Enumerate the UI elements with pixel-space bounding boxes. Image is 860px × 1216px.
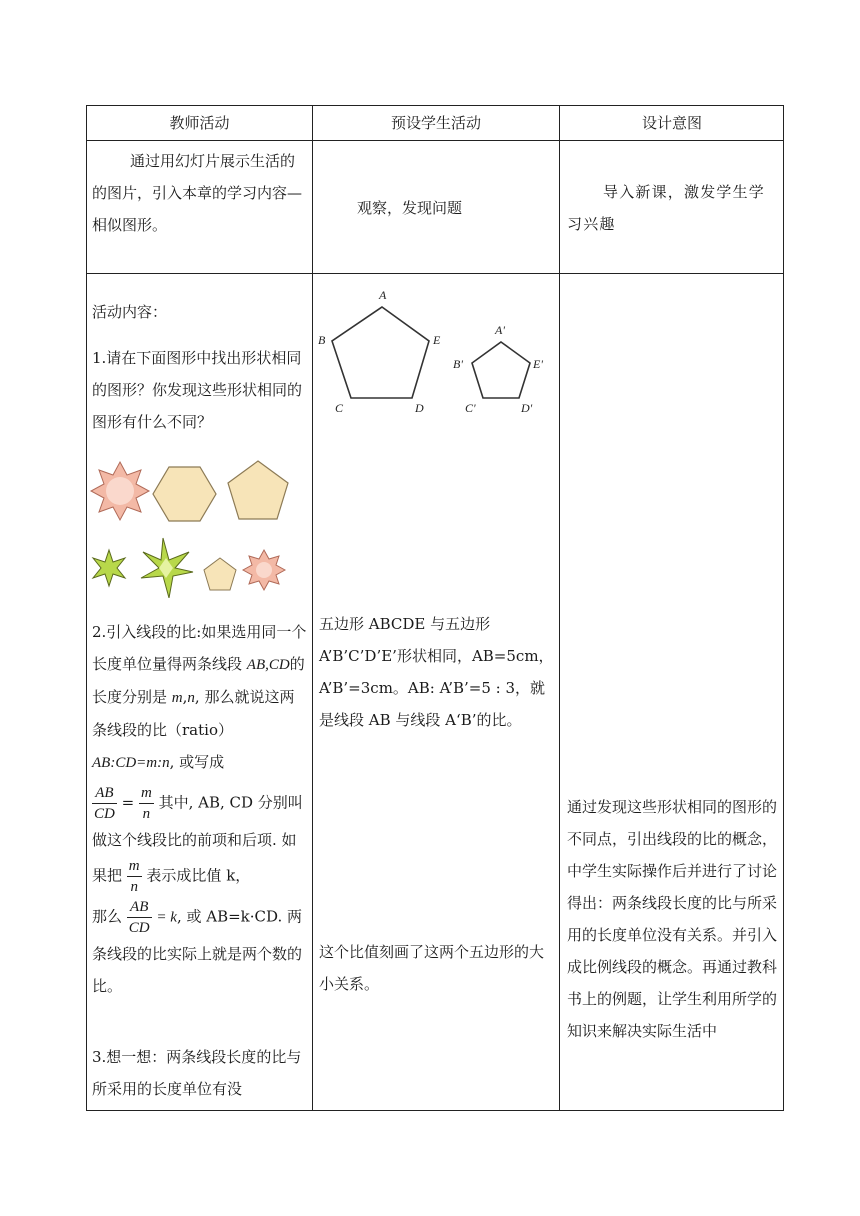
vertex-label: E: [433, 333, 441, 347]
question-3: 3.想一想：两条线段长度的比与所采用的长度单位有没: [92, 1048, 302, 1098]
vertex-label: D': [521, 401, 533, 414]
pentagon-a-prime: [453, 323, 543, 414]
row1-intent-text: 导入新课，激发学生学习兴趣: [567, 183, 766, 233]
vertex-label: D: [415, 401, 424, 414]
vertex-label: C: [335, 401, 344, 414]
green-star-icon: [93, 550, 125, 586]
student-conclusion: 这个比值刻画了这两个五边形的大小关系。: [319, 943, 545, 993]
vertex-label: C': [465, 401, 476, 414]
pink-8-point-star-icon: [91, 462, 149, 520]
vertex-label: A: [379, 288, 387, 302]
student-explanation: 五边形 ABCDE 与五边形 A’B’C’D’E’形状相同，AB=5cm，A’B’=3cm。AB: A’B’=5 : 3，就是线段 AB 与线段 A‘B’的比。: [319, 615, 554, 729]
pentagon-abcde: [318, 288, 441, 414]
vertex-label: A': [495, 323, 505, 337]
header-design-intent: 设计意图: [641, 114, 702, 132]
question-2: 2.引入线段的比:如果选用同一个长度单位量得两条线段 AB,CD的长度分别是 m,n, 那么就说这两条线段的比（ratio）AB:CD=m:n, 或写成 $\frac{AB}{CD}$ = $\frac{m}{n}$ 其中, AB, CD 分别叫做这个线段比的前项和后项. 如果把 $\frac{m}{n}$ 表示成比值 k， 那么 $\frac{AB}{CD}$ = k, 或 AB=k·CD. 两条线段的比实际上就是两个数的比。: [92, 623, 307, 995]
question-1: 1.请在下面图形中找出形状相同的图形？你发现这些形状相同的图形有什么不同？: [92, 349, 303, 431]
fraction-m-n: $\frac{m}{n}$: [128, 858, 140, 895]
fraction-ab-cd: $\frac{AB}{CD}$: [128, 899, 150, 936]
column-divider: [312, 106, 313, 1110]
pentagon-icon: [228, 461, 288, 519]
vertex-label: E': [533, 357, 543, 371]
row2-teacher-cell: [92, 296, 308, 438]
hexagon-icon: [153, 467, 216, 521]
fraction-m-n: $\frac{m}{n}$: [140, 785, 152, 822]
segments-ab-cd: AB,CD: [246, 657, 290, 673]
vertex-label: B: [318, 333, 326, 347]
row1-teacher-text: 通过用幻灯片展示生活的的图片，引入本章的学习内容—相似图形。: [92, 152, 303, 234]
pentagon-icon: [204, 558, 236, 590]
vertex-label: B': [453, 357, 463, 371]
column-divider: [559, 106, 560, 1110]
row1-student-text: 观察，发现问题: [357, 199, 463, 217]
header-student-activity: 预设学生活动: [390, 114, 481, 132]
fraction-ab-cd: $\frac{AB}{CD}$: [94, 785, 115, 822]
lesson-table: [86, 105, 784, 1111]
pink-8-point-star-icon: [243, 550, 285, 590]
row-divider: [87, 140, 783, 141]
row-divider: [87, 273, 783, 274]
ratio-expression: AB:CD=m:n: [92, 755, 170, 771]
row2-intent-text: 通过发现这些形状相同的图形的不同点，引出线段的比的概念，中学生实际操作后并进行了讨论得出：两条线段长度的比与所采用的长度单位没有关系。并引入成比例线段的概念。再通过教科书上的例题，让学生利用所学的知识来解决实际生活中: [567, 798, 778, 1040]
activity-heading: 活动内容：: [92, 303, 168, 321]
header-teacher-activity: 教师活动: [169, 114, 230, 132]
pentagons-figure: [315, 284, 555, 414]
green-star-icon: [141, 538, 193, 598]
shapes-illustration: [89, 458, 311, 598]
